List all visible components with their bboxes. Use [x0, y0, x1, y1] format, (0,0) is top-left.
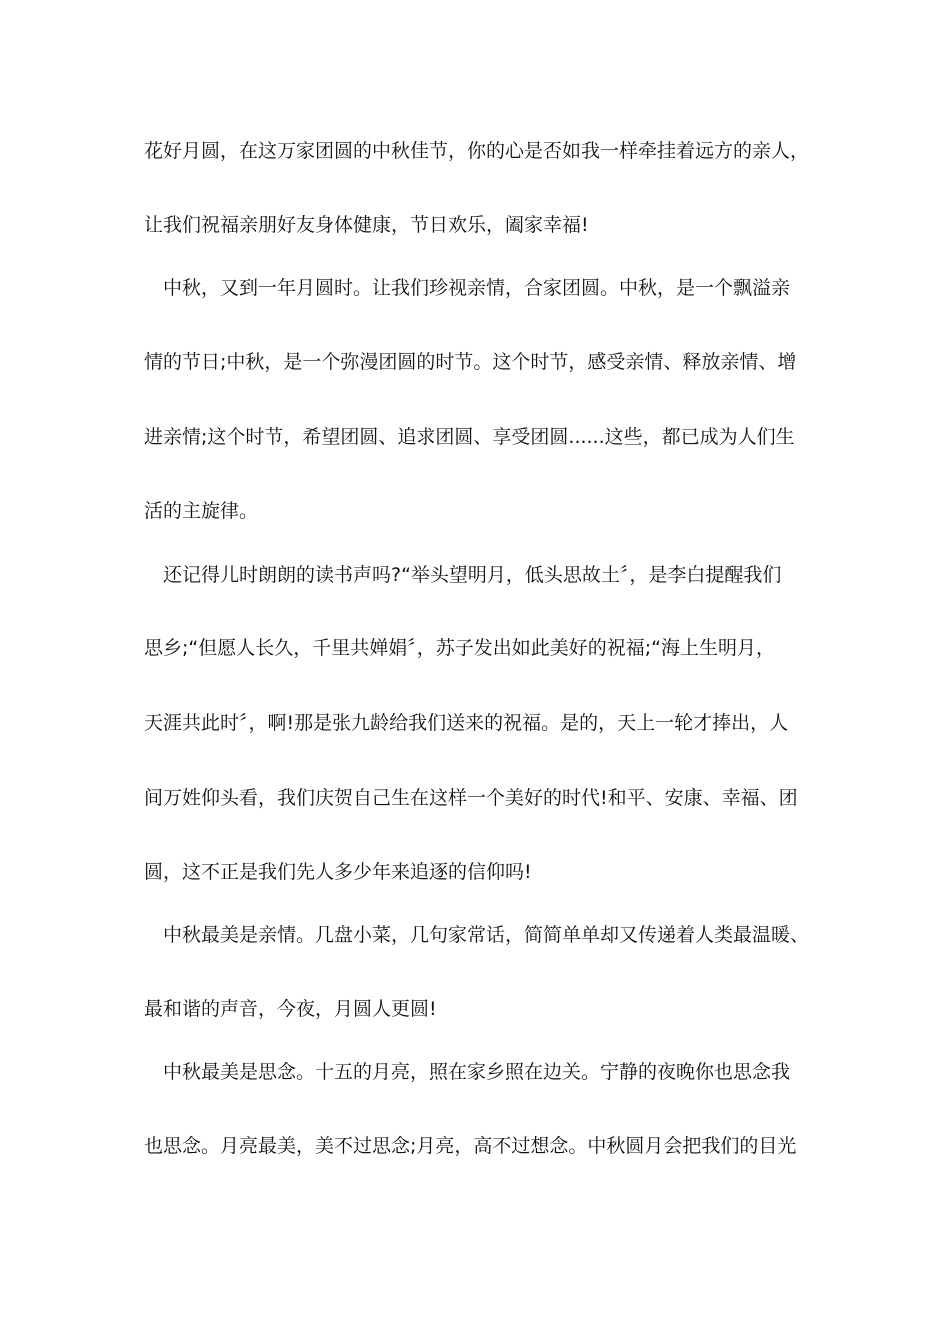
text-line: 也思念。月亮最美，美不过思念;月亮，高不过想念。中秋圆月会把我们的目光 [144, 1135, 797, 1157]
text-line: 天涯共此时〞，啊!那是张九龄给我们送来的祝福。是的，天上一轮才捧出，人 [144, 712, 789, 734]
text-line: 中秋最美是思念。十五的月亮，照在家乡照在边关。宁静的夜晚你也思念我 [144, 1061, 791, 1083]
text-line: 圆，这不正是我们先人多少年来追逐的信仰吗! [144, 861, 532, 883]
text-line: 花好月圆，在这万家团圆的中秋佳节，你的心是否如我一样牵挂着远方的亲人， [144, 140, 810, 162]
text-line: 活的主旋律。 [144, 500, 259, 522]
text-line: 还记得儿时朗朗的读书声吗?“举头望明月，低头思故土〞，是李白提醒我们 [144, 564, 782, 586]
text-line: 进亲情;这个时节，希望团圆、追求团圆、享受团圆......这些，都已成为人们生 [144, 426, 795, 448]
text-line: 中秋最美是亲情。几盘小菜，几句家常话，简简单单却又传递着人类最温暖、 [144, 924, 810, 946]
text-line: 中秋，又到一年月圆时。让我们珍视亲情，合家团圆。中秋，是一个飘溢亲 [144, 277, 791, 299]
text-line: 让我们祝福亲朋好友身体健康，节日欢乐，阖家幸福! [144, 214, 589, 236]
text-line: 情的节日;中秋，是一个弥漫团圆的时节。这个时节，感受亲情、释放亲情、增 [144, 351, 797, 373]
text-line: 思乡;“但愿人长久，千里共婵娟〞，苏子发出如此美好的祝福;“海上生明月， [144, 637, 775, 659]
text-line: 最和谐的声音，今夜，月圆人更圆! [144, 998, 437, 1020]
text-line: 间万姓仰头看，我们庆贺自己生在这样一个美好的时代!和平、安康、幸福、团 [144, 787, 798, 809]
